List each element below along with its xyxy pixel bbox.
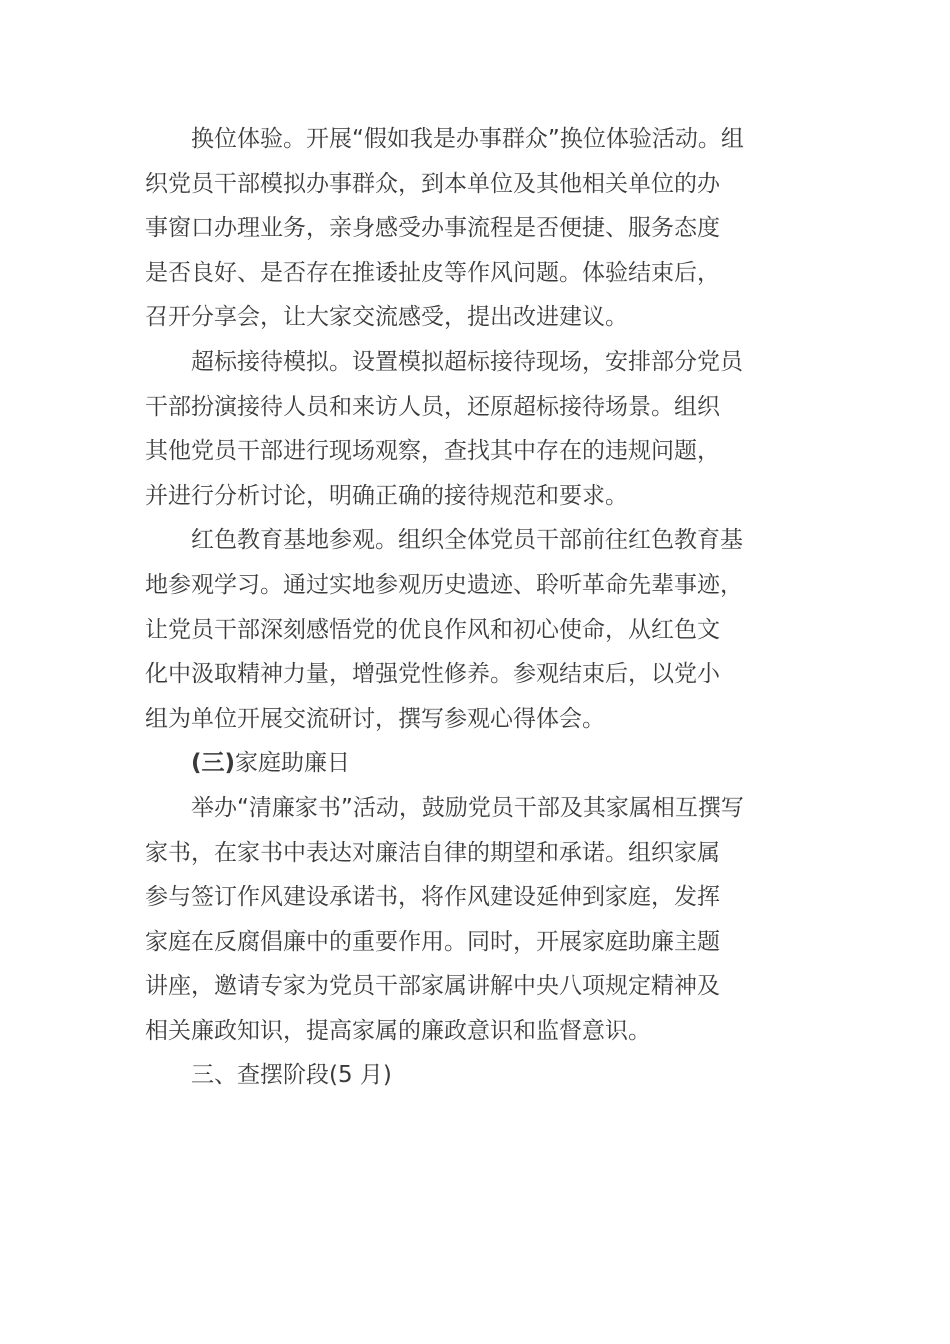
text-line: 干部扮演接待人员和来访人员，还原超标接待场景。组织 bbox=[145, 393, 720, 420]
paragraph-role-swap-experience bbox=[145, 117, 815, 340]
text-line: 是否良好、是否存在推诿扯皮等作风问题。体验结束后， bbox=[145, 259, 720, 286]
subheading-number: (三) bbox=[191, 750, 236, 777]
subheading-family-integrity-day bbox=[145, 741, 815, 786]
paragraph-reception-simulation bbox=[145, 340, 815, 518]
subheading-text: 家庭助廉日 bbox=[235, 750, 351, 777]
text-line: 组为单位开展交流研讨，撰写参观心得体会。 bbox=[145, 705, 605, 732]
paragraph-red-education-visit bbox=[145, 518, 815, 741]
text-line: 举办“清廉家书”活动，鼓励党员干部及其家属相互撰写 bbox=[191, 794, 744, 821]
text-line: 参与签订作风建设承诺书，将作风建设延伸到家庭，发挥 bbox=[145, 884, 720, 911]
text-line: 化中汲取精神力量，增强党性修养。参观结束后，以党小 bbox=[145, 661, 720, 688]
document-body bbox=[145, 117, 815, 1098]
text-line: 地参观学习。通过实地参观历史遗迹、聆听革命先辈事迹， bbox=[145, 571, 743, 598]
text-line: 换位体验。开展“假如我是办事群众”换位体验活动。组 bbox=[191, 126, 744, 152]
text-line: 红色教育基地参观。组织全体党员干部前往红色教育基 bbox=[191, 527, 743, 554]
text-line: 家庭在反腐倡廉中的重要作用。同时，开展家庭助廉主题 bbox=[145, 928, 720, 955]
text-line: 织党员干部模拟办事群众，到本单位及其他相关单位的办 bbox=[145, 170, 720, 197]
text-line: 超标接待模拟。设置模拟超标接待现场，安排部分党员 bbox=[191, 348, 743, 375]
text-line: 家书，在家书中表达对廉洁自律的期望和承诺。组织家属 bbox=[145, 839, 720, 866]
text-line: 事窗口办理业务，亲身感受办事流程是否便捷、服务态度 bbox=[145, 215, 720, 242]
text-line: 讲座，邀请专家为党员干部家属讲解中央八项规定精神及 bbox=[145, 973, 720, 1000]
section-heading-review-phase: 三、查摆阶段(5 月) bbox=[191, 1062, 392, 1089]
text-line: 让党员干部深刻感悟党的优良作风和初心使命，从红色文 bbox=[145, 616, 720, 643]
text-line: 召开分享会，让大家交流感受，提出改进建议。 bbox=[145, 304, 628, 331]
paragraph-integrity-family-letters bbox=[145, 786, 815, 1054]
text-line: 并进行分析讨论，明确正确的接待规范和要求。 bbox=[145, 482, 628, 509]
text-line: 相关廉政知识，提高家属的廉政意识和监督意识。 bbox=[145, 1017, 651, 1044]
text-line: 其他党员干部进行现场观察，查找其中存在的违规问题， bbox=[145, 438, 720, 465]
